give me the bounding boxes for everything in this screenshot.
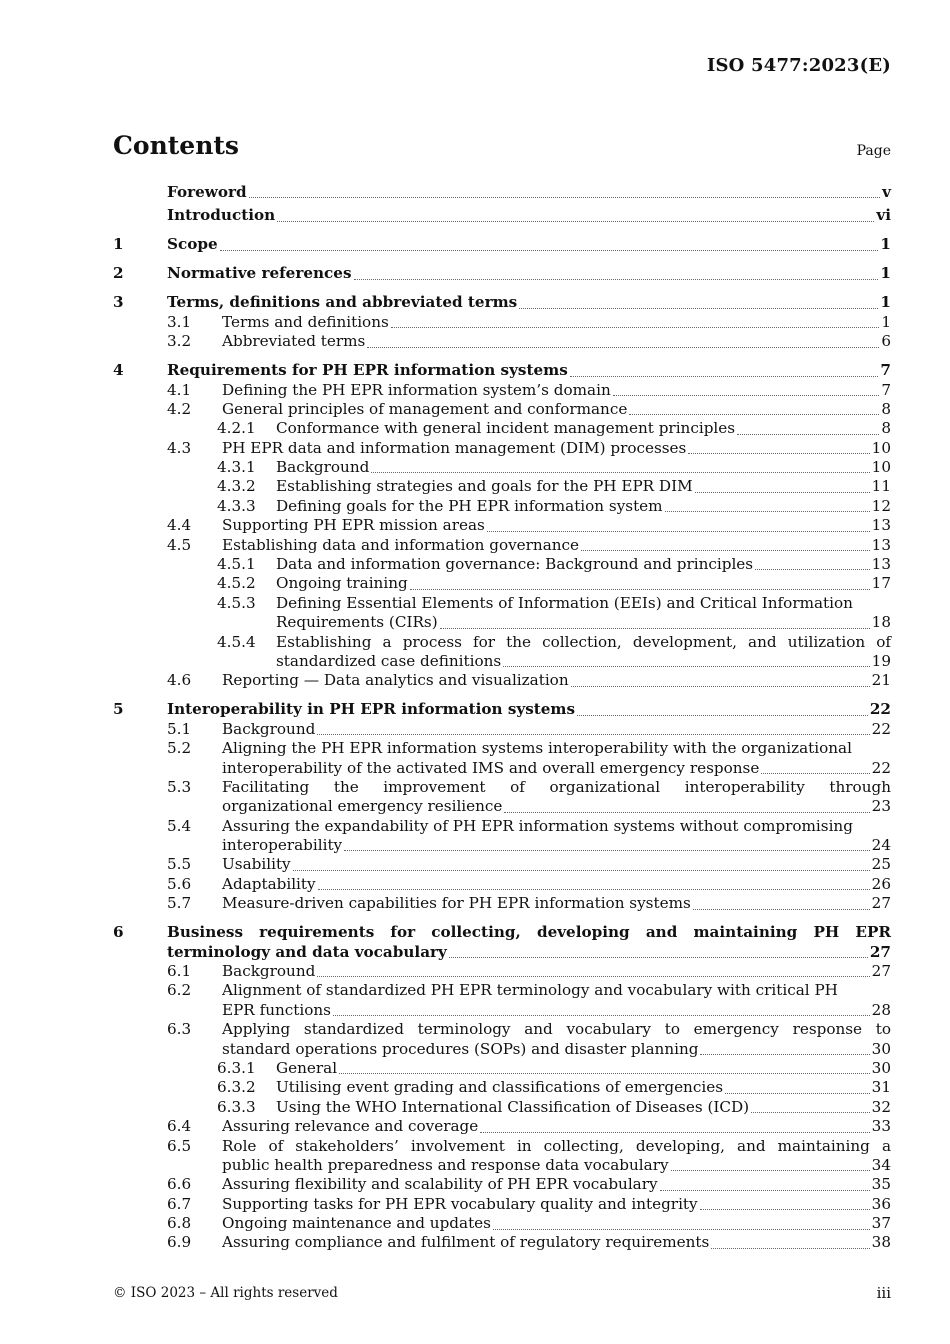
toc-entry-number: 6.3 bbox=[167, 1020, 192, 1039]
dot-leader bbox=[665, 493, 870, 512]
toc-entry-title: Assuring compliance and fulfilment of regulatory requirements bbox=[222, 1233, 710, 1252]
toc-entry-number: 6 bbox=[113, 923, 124, 942]
toc-entry-number: 4.3.2 bbox=[217, 477, 256, 496]
table-of-contents bbox=[113, 183, 891, 1253]
dot-leader bbox=[317, 958, 869, 977]
toc-entry-title: Applying standardized terminology and vocabulary to emergency response to bbox=[222, 1020, 891, 1039]
dot-leader bbox=[493, 1210, 870, 1229]
toc-page-number[interactable]: 27 bbox=[869, 942, 891, 961]
dot-leader bbox=[371, 454, 869, 473]
page-column-label: Page bbox=[856, 143, 891, 159]
dot-leader bbox=[725, 1074, 870, 1093]
toc-page-number[interactable]: 27 bbox=[871, 894, 891, 913]
toc-entry-number: 4.3 bbox=[167, 438, 192, 457]
toc-page-number[interactable]: 35 bbox=[871, 1175, 891, 1194]
toc-entry-number: 6.8 bbox=[167, 1214, 192, 1233]
dot-leader bbox=[367, 328, 879, 347]
toc-page-number[interactable]: 22 bbox=[871, 719, 891, 738]
toc-entry-number: 5.6 bbox=[167, 874, 192, 893]
dot-leader bbox=[504, 793, 869, 812]
toc-entry-title: Interoperability in PH EPR information systems bbox=[167, 700, 576, 719]
toc-entry[interactable] bbox=[113, 613, 891, 632]
toc-page-number[interactable]: v bbox=[882, 183, 891, 201]
toc-entry-number: 3.2 bbox=[167, 332, 192, 351]
toc-entry-number: 2 bbox=[113, 264, 124, 283]
toc-entry-title: Establishing a process for the collection, development, and utilization of bbox=[276, 632, 891, 651]
toc-page-number[interactable]: 22 bbox=[869, 700, 891, 719]
toc-entry-title: Facilitating the improvement of organizational interoperability through bbox=[222, 777, 891, 796]
toc-entry-number: 5.2 bbox=[167, 739, 192, 758]
dot-leader bbox=[613, 377, 880, 396]
toc-page-number[interactable]: 28 bbox=[871, 1000, 891, 1019]
toc-entry-title-continued: interoperability bbox=[222, 836, 343, 855]
dot-leader bbox=[277, 202, 874, 221]
dot-leader bbox=[487, 512, 870, 531]
toc-page-number[interactable]: 1 bbox=[880, 264, 891, 283]
toc-page-number[interactable]: 33 bbox=[871, 1117, 891, 1136]
toc-entry-number: 6.5 bbox=[167, 1136, 192, 1155]
toc-entry-title-continued: interoperability of the activated IMS and overall emergency response bbox=[222, 758, 760, 777]
toc-entry[interactable] bbox=[113, 797, 891, 816]
toc-page-number[interactable]: 24 bbox=[871, 836, 891, 855]
toc-entry-number: 4.4 bbox=[167, 516, 192, 535]
toc-entry-title: Defining Essential Elements of Information (EEIs) and Critical Information bbox=[276, 593, 853, 612]
toc-entry-number: 5.4 bbox=[167, 816, 192, 835]
toc-entry-number: 3 bbox=[113, 293, 124, 312]
toc-page-number[interactable]: 34 bbox=[871, 1155, 891, 1174]
dot-leader bbox=[293, 851, 870, 870]
toc-entry-number: 4.2.1 bbox=[217, 419, 256, 438]
dot-leader bbox=[333, 997, 870, 1016]
dot-leader bbox=[671, 1152, 870, 1171]
toc-page-number[interactable]: vi bbox=[876, 206, 891, 225]
toc-entry-title: Utilising event grading and classifications of emergencies bbox=[276, 1078, 723, 1097]
dot-leader bbox=[354, 260, 879, 279]
toc-entry[interactable] bbox=[113, 671, 891, 690]
toc-entry-title: Background bbox=[222, 962, 316, 981]
toc-entry-title: Defining goals for the PH EPR information system bbox=[276, 496, 663, 515]
dot-leader bbox=[695, 473, 870, 492]
toc-entry-title-continued: public health preparedness and response data vocabulary bbox=[222, 1155, 669, 1174]
dot-leader bbox=[700, 1036, 869, 1055]
toc-entry-number: 6.3.1 bbox=[217, 1058, 256, 1077]
dot-leader bbox=[220, 231, 879, 250]
dot-leader bbox=[737, 415, 879, 434]
toc-entry-number: 4.3.1 bbox=[217, 458, 256, 477]
toc-entry-number: 4.6 bbox=[167, 671, 192, 690]
toc-page-number[interactable]: 36 bbox=[871, 1194, 891, 1213]
toc-entry-title-continued: standardized case definitions bbox=[276, 651, 502, 670]
toc-entry-title: Defining the PH EPR information system’s domain bbox=[222, 380, 611, 399]
toc-entry-title: Assuring the expandability of PH EPR information systems without compromising bbox=[222, 816, 853, 835]
toc-entry-number: 5.1 bbox=[167, 719, 192, 738]
toc-entry-title: General bbox=[276, 1058, 338, 1077]
toc-entry-number: 6.1 bbox=[167, 962, 192, 981]
toc-entry[interactable] bbox=[113, 962, 891, 981]
toc-page-number[interactable]: 30 bbox=[871, 1039, 891, 1058]
toc-page-number[interactable]: 21 bbox=[871, 671, 891, 690]
toc-page-number[interactable]: 10 bbox=[871, 458, 891, 477]
toc-entry-title: Supporting PH EPR mission areas bbox=[222, 516, 485, 535]
dot-leader bbox=[391, 309, 880, 328]
toc-entry-title: Assuring flexibility and scalability of PH EPR vocabulary bbox=[222, 1175, 658, 1194]
toc-entry-number: 1 bbox=[113, 235, 124, 254]
toc-entry-title: Introduction bbox=[167, 206, 276, 225]
toc-page-number[interactable]: 22 bbox=[871, 758, 891, 777]
dot-leader bbox=[480, 1113, 869, 1132]
toc-entry-number: 5.3 bbox=[167, 777, 192, 796]
toc-entry-title: Conformance with general incident management principles bbox=[276, 419, 736, 438]
toc-entry[interactable] bbox=[113, 574, 891, 593]
toc-entry-number: 6.2 bbox=[167, 981, 192, 1000]
dot-leader bbox=[249, 179, 881, 198]
toc-entry-title: Terms and definitions bbox=[222, 312, 389, 331]
toc-page-number[interactable]: 13 bbox=[871, 516, 891, 535]
dot-leader bbox=[761, 755, 869, 774]
dot-leader bbox=[751, 1094, 870, 1113]
toc-entry[interactable] bbox=[113, 206, 891, 225]
toc-page-number[interactable]: 13 bbox=[871, 555, 891, 574]
toc-entry[interactable] bbox=[113, 235, 891, 254]
toc-entry-title: Reporting — Data analytics and visualization bbox=[222, 671, 569, 690]
toc-page-number[interactable]: 25 bbox=[871, 855, 891, 874]
toc-entry-title: Terms, definitions and abbreviated terms bbox=[167, 293, 518, 312]
toc-entry-number: 6.9 bbox=[167, 1233, 192, 1252]
dot-leader bbox=[318, 871, 870, 890]
toc-entry-number: 4 bbox=[113, 361, 124, 380]
dot-leader bbox=[711, 1229, 869, 1248]
toc-page-number[interactable]: 1 bbox=[880, 293, 891, 312]
toc-entry-title-continued: standard operations procedures (SOPs) and disaster planning bbox=[222, 1039, 699, 1058]
toc-entry-number: 4.5.3 bbox=[217, 593, 256, 612]
toc-entry-number: 6.3.2 bbox=[217, 1078, 256, 1097]
toc-entry-title: Ongoing maintenance and updates bbox=[222, 1214, 491, 1233]
toc-page-number[interactable]: 26 bbox=[871, 874, 891, 893]
toc-entry-title: Ongoing training bbox=[276, 574, 408, 593]
dot-leader bbox=[344, 832, 870, 851]
toc-entry-title: Role of stakeholders’ involvement in collecting, developing, and maintaining a bbox=[222, 1136, 891, 1155]
toc-page-number[interactable]: 31 bbox=[871, 1078, 891, 1097]
dot-leader bbox=[571, 667, 870, 686]
toc-entry-title: Aligning the PH EPR information systems interoperability with the organizational bbox=[222, 739, 852, 758]
dot-leader bbox=[688, 435, 869, 454]
toc-entry-title: Normative references bbox=[167, 264, 352, 283]
toc-entry-title: Requirements for PH EPR information systems bbox=[167, 361, 568, 380]
toc-page-number[interactable]: 30 bbox=[871, 1058, 891, 1077]
toc-entry-title: Scope bbox=[167, 235, 218, 254]
toc-entry-title: Measure-driven capabilities for PH EPR information systems bbox=[222, 894, 691, 913]
toc-page-number[interactable]: 13 bbox=[871, 535, 891, 554]
toc-entry-number: 4.5 bbox=[167, 535, 192, 554]
contents-title: Contents bbox=[113, 131, 240, 160]
toc-page-number[interactable]: 32 bbox=[871, 1097, 891, 1116]
toc-page-number[interactable]: 7 bbox=[880, 361, 891, 380]
toc-entry-title-continued: organizational emergency resilience bbox=[222, 797, 503, 816]
toc-entry[interactable] bbox=[113, 720, 891, 739]
toc-page-number[interactable]: 12 bbox=[871, 496, 891, 515]
toc-page-number[interactable]: 11 bbox=[871, 477, 891, 496]
toc-page-number[interactable]: 18 bbox=[871, 613, 891, 632]
toc-entry-number: 3.1 bbox=[167, 312, 192, 331]
toc-entry-number: 5 bbox=[113, 700, 124, 719]
toc-page-number[interactable]: 1 bbox=[881, 312, 891, 331]
toc-entry-number: 6.6 bbox=[167, 1175, 192, 1194]
toc-entry[interactable] bbox=[113, 264, 891, 283]
copyright-footer: © ISO 2023 – All rights reserved bbox=[113, 1285, 338, 1301]
dot-leader bbox=[570, 357, 879, 376]
toc-entry-number: 4.5.1 bbox=[217, 555, 256, 574]
toc-entry-title: Assuring relevance and coverage bbox=[222, 1117, 479, 1136]
toc-entry-number: 6.3.3 bbox=[217, 1097, 256, 1116]
dot-leader bbox=[660, 1171, 870, 1190]
toc-entry[interactable] bbox=[113, 894, 891, 913]
toc-entry-number: 4.3.3 bbox=[217, 496, 256, 515]
dot-leader bbox=[440, 609, 870, 628]
dot-leader bbox=[503, 648, 869, 667]
dot-leader bbox=[577, 696, 868, 715]
toc-entry-title: Background bbox=[222, 719, 316, 738]
toc-entry[interactable] bbox=[113, 759, 891, 778]
toc-entry-title: PH EPR data and information management (DIM) processes bbox=[222, 438, 687, 457]
toc-entry-title: Establishing strategies and goals for the PH EPR DIM bbox=[276, 477, 693, 496]
dot-leader bbox=[629, 396, 879, 415]
dot-leader bbox=[693, 890, 870, 909]
dot-leader bbox=[449, 939, 868, 958]
toc-entry-title: Business requirements for collecting, developing and maintaining PH EPR bbox=[167, 923, 891, 942]
toc-entry-number: 4.2 bbox=[167, 399, 192, 418]
toc-page-number[interactable]: 6 bbox=[881, 332, 891, 351]
toc-entry-title: Establishing data and information governance bbox=[222, 535, 580, 554]
toc-entry-number: 4.5.2 bbox=[217, 574, 256, 593]
toc-entry-title: Adaptability bbox=[222, 874, 316, 893]
toc-entry-number: 4.1 bbox=[167, 380, 192, 399]
toc-entry-title: Supporting tasks for PH EPR vocabulary quality and integrity bbox=[222, 1194, 698, 1213]
toc-entry-title: Foreword bbox=[167, 183, 247, 201]
dot-leader bbox=[339, 1055, 870, 1074]
toc-entry-number: 5.5 bbox=[167, 855, 192, 874]
toc-entry-title-continued: terminology and data vocabulary bbox=[167, 942, 447, 961]
toc-page-number[interactable]: 23 bbox=[871, 797, 891, 816]
toc-entry[interactable] bbox=[113, 1001, 891, 1020]
toc-entry-title: Abbreviated terms bbox=[222, 332, 366, 351]
dot-leader bbox=[317, 716, 869, 735]
toc-entry-number: 4.5.4 bbox=[217, 632, 256, 651]
toc-entry-number: 6.4 bbox=[167, 1117, 192, 1136]
toc-page-number[interactable]: 7 bbox=[881, 380, 891, 399]
toc-entry-title-continued: Requirements (CIRs) bbox=[276, 613, 438, 632]
toc-entry-number: 5.7 bbox=[167, 894, 192, 913]
toc-entry-title-continued: EPR functions bbox=[222, 1000, 331, 1019]
toc-page-number[interactable]: 10 bbox=[871, 438, 891, 457]
toc-entry[interactable] bbox=[113, 332, 891, 351]
toc-page-number[interactable]: 27 bbox=[871, 962, 891, 981]
toc-page-number[interactable]: 38 bbox=[871, 1233, 891, 1252]
dot-leader bbox=[755, 551, 870, 570]
toc-entry[interactable] bbox=[113, 1117, 891, 1136]
dot-leader bbox=[700, 1191, 870, 1210]
document-id-header: ISO 5477:2023(E) bbox=[706, 55, 891, 76]
page-number: iii bbox=[876, 1284, 891, 1302]
dot-leader bbox=[519, 289, 878, 308]
dot-leader bbox=[581, 532, 870, 551]
toc-entry-title: Background bbox=[276, 458, 370, 477]
toc-entry-number: 6.7 bbox=[167, 1194, 192, 1213]
toc-entry-title: Usability bbox=[222, 855, 291, 874]
toc-entry-title: General principles of management and conformance bbox=[222, 399, 628, 418]
toc-page-number[interactable]: 37 bbox=[871, 1214, 891, 1233]
toc-page-number[interactable]: 19 bbox=[871, 651, 891, 670]
toc-page-number[interactable]: 17 bbox=[871, 574, 891, 593]
toc-page-number[interactable]: 1 bbox=[880, 235, 891, 254]
toc-entry[interactable] bbox=[113, 1233, 891, 1252]
toc-entry-title: Data and information governance: Background and principles bbox=[276, 555, 754, 574]
toc-page-number[interactable]: 8 bbox=[881, 399, 891, 418]
toc-page-number[interactable]: 8 bbox=[881, 419, 891, 438]
toc-entry-title: Using the WHO International Classification of Diseases (ICD) bbox=[276, 1097, 750, 1116]
dot-leader bbox=[410, 570, 870, 589]
toc-entry-title: Alignment of standardized PH EPR terminology and vocabulary with critical PH bbox=[222, 981, 838, 1000]
toc-entry[interactable] bbox=[113, 183, 891, 202]
